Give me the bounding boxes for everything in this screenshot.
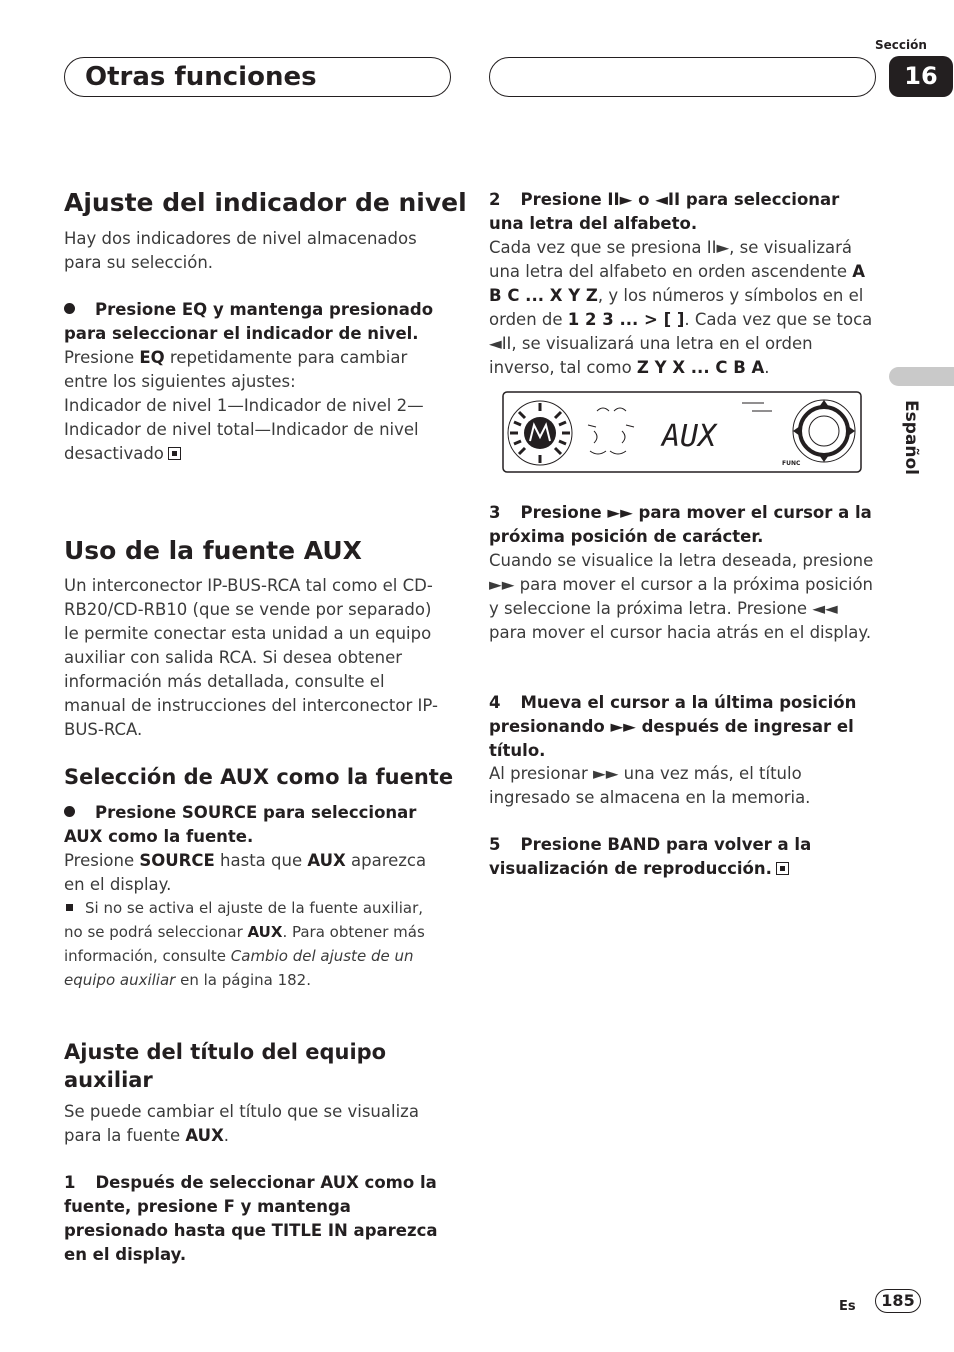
back-pause-icon: ◄II (655, 190, 681, 209)
fast-forward-icon: ►► (610, 717, 636, 736)
aux-intro: Un interconector IP-BUS-RCA tal como el CD-RB20/CD-RB10 (que se vende por separado) le permite conectar esta unidad a un equipo auxiliar con salida RCA. Si desea obtener información más detallada, consulte el manual de instrucciones del interconector IP-BUS-RCA. (64, 576, 438, 739)
titulo-intro: Se puede cambiar el título que se visualiza para la fuente AUX. (64, 1102, 419, 1145)
footer-lang-code: Es (839, 1299, 856, 1314)
section-number: 16 (889, 56, 953, 97)
end-mark-icon (776, 862, 789, 875)
fast-forward-icon: ►► (593, 764, 619, 783)
language-label: Español (901, 400, 921, 475)
back-pause-icon: ◄II (489, 334, 512, 353)
end-mark-icon (168, 447, 181, 460)
header-left-pill (64, 57, 451, 97)
heading-titulo: Ajuste del título del equipo auxiliar (64, 1040, 387, 1092)
page-number: 185 (875, 1289, 921, 1313)
header-right-pill (489, 57, 876, 97)
bullet-dot-icon (64, 806, 75, 817)
heading-nivel: Ajuste del indicador de nivel (64, 188, 467, 217)
step-5: 5 Presione BAND para volver a la visualización de reproducción. (489, 835, 812, 878)
seleccion-bullet: Presione SOURCE para seleccionar AUX como la fuente. (64, 803, 417, 846)
step-2-paragraph: Cada vez que se presiona II►, se visualizará una letra del alfabeto en orden ascendente A B C ... X Y Z, y los números y símbolos en el orden de 1 2 3 ... > [ ]. Cada vez que se toca ◄II, se visualizará una letra en el orden inverso, tal como Z Y X ... C B A. (489, 238, 873, 377)
nivel-paragraph-1: Presione EQ repetidamente para cambiar entre los siguientes ajustes: (64, 348, 408, 391)
nivel-intro: Hay dos indicadores de nivel almacenados para su selección. (64, 229, 417, 272)
fast-forward-icon: ►► (489, 575, 515, 594)
display-aux-text: AUX (662, 419, 717, 454)
bullet-dot-icon (64, 303, 75, 314)
fast-forward-icon: ►► (607, 503, 633, 522)
display-illustration (502, 391, 862, 473)
section-label: Sección (875, 38, 927, 52)
pause-play-icon: II► (607, 190, 633, 209)
pause-play-icon: II► (706, 238, 730, 257)
seleccion-paragraph: Presione SOURCE hasta que AUX aparezca en el display. (64, 851, 427, 894)
step-2: 2 Presione II► o ◄II para seleccionar una letra del alfabeto. (489, 190, 840, 233)
step-3: 3 Presione ►► para mover el cursor a la próxima posición de carácter. (489, 503, 872, 546)
heading-aux: Uso de la fuente AUX (64, 536, 362, 565)
device-display-svg (502, 391, 862, 473)
step-3-paragraph: Cuando se visualice la letra deseada, presione ►► para mover el cursor a la próxima posición y seleccione la próxima letra. Presione ◄◄ para mover el cursor hacia atrás en el display. (489, 551, 874, 642)
language-tab (889, 367, 954, 386)
nivel-paragraph-2: Indicador de nivel 1—Indicador de nivel 2—Indicador de nivel total—Indicador de nivel desactivado (64, 396, 424, 463)
note-square-icon (66, 904, 73, 911)
heading-seleccion: Selección de AUX como la fuente (64, 765, 454, 789)
step-4-paragraph: Al presionar ►► una vez más, el título ingresado se almacena en la memoria. (489, 764, 811, 807)
seleccion-note: Si no se activa el ajuste de la fuente auxiliar, no se podrá seleccionar AUX. Para obtener más información, consulte Cambio del ajuste de un equipo auxiliar en la página 182. (64, 899, 425, 989)
nivel-bullet: Presione EQ y mantenga presionado para seleccionar el indicador de nivel. (64, 300, 434, 343)
step-4: 4 Mueva el cursor a la última posición presionando ►► después de ingresar el título. (489, 693, 857, 760)
display-func-label: FUNC (782, 460, 801, 467)
rewind-icon: ◄◄ (812, 599, 838, 618)
step-1: 1 Después de seleccionar AUX como la fuente, presione F y mantenga presionado hasta que TITLE IN aparezca en el display. (64, 1173, 438, 1264)
section-title: Otras funciones (85, 62, 317, 92)
